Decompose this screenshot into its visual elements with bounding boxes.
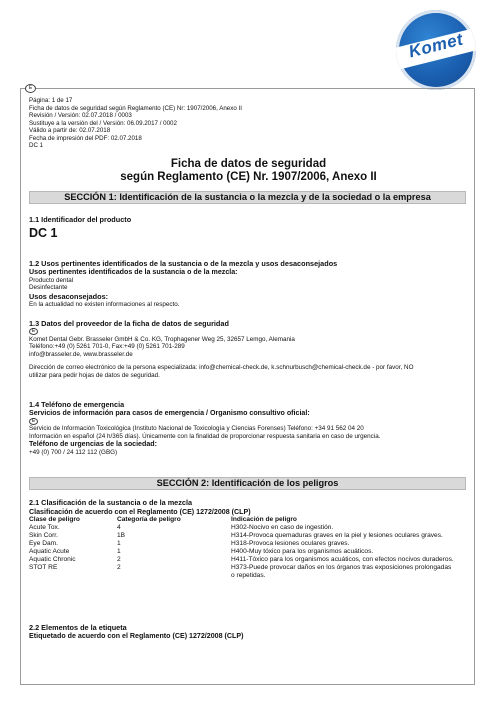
meta-line: Página: 1 de 17 bbox=[29, 97, 73, 104]
hazard-category: 2 bbox=[117, 556, 121, 563]
table-row bbox=[29, 524, 466, 532]
hazard-statement: H373-Puede provocar daños en los órganos tras exposiciones prolongadas o repetidas. bbox=[231, 564, 452, 579]
hazard-statement: H411-Tóxico para los organismos acuáticos, con efectos nocivos duraderos. bbox=[231, 556, 454, 563]
logo-text: Komet bbox=[406, 29, 466, 62]
s14-heading: 1.4 Teléfono de emergencia bbox=[29, 400, 125, 409]
s12-subheading-2: Usos desaconsejados: bbox=[29, 291, 109, 301]
section-1-heading bbox=[29, 191, 466, 204]
s22-heading: 2.2 Elementos de la etiqueta bbox=[29, 623, 127, 632]
hazard-category: 2 bbox=[117, 564, 121, 571]
hazard-table-header bbox=[29, 516, 466, 524]
hazard-class: Skin Corr. bbox=[29, 532, 58, 539]
use-item: Producto dental bbox=[29, 276, 74, 284]
table-row bbox=[29, 564, 466, 580]
section-2-heading bbox=[29, 477, 466, 490]
section-2-2 bbox=[29, 623, 466, 641]
emergency-line: Servicio de Información Toxicológica (Instituto Nacional de Toxicología y Ciencias Forenses) Teléfono: +34 91 562 04 20 bbox=[29, 425, 364, 433]
supplier-line: Komet Dental Gebr. Brasseler GmbH & Co. KG, Trophagener Weg 25, 32657 Lemgo, Alemania bbox=[29, 335, 295, 343]
document-page bbox=[20, 85, 475, 685]
section-2-1 bbox=[29, 499, 466, 516]
hazard-table bbox=[29, 516, 466, 580]
company-phone: +49 (0) 700 / 24 112 112 (GBG) bbox=[29, 448, 118, 456]
komet-logo bbox=[396, 10, 476, 90]
s11-heading: 1.1 Identificador del producto bbox=[29, 215, 132, 224]
title-line-2: según Reglamento (CE) Nr. 1907/2006, Anexo II bbox=[120, 171, 377, 183]
meta-line: Válido a partir de: 02.07.2018 bbox=[29, 127, 111, 134]
hazard-statement: H302-Nocivo en caso de ingestión. bbox=[231, 524, 334, 531]
not-advised-text: En la actualidad no existen informaciones al respecto. bbox=[29, 300, 180, 308]
hazard-statement: H318-Provoca lesiones oculares graves. bbox=[231, 540, 350, 547]
s12-heading: 1.2 Usos pertinentes identificados de la sustancia o de la mezcla y usos desaconsejados bbox=[29, 259, 338, 268]
hazard-class: Acute Tox. bbox=[29, 524, 60, 531]
col-header: Clase de peligro bbox=[29, 516, 80, 523]
emergency-line: Información en español (24 h/365 días). Únicamente con la finalidad de proporcionar respuesta sanitaria en caso de urgencia. bbox=[29, 432, 381, 440]
s14-subheading: Servicios de información para casos de emergencia / Organismo consultivo oficial: bbox=[29, 409, 310, 417]
hazard-statement: H314-Provoca quemaduras graves en la piel y lesiones oculares graves. bbox=[231, 532, 443, 539]
supplier-line: Teléfono:+49 (0) 5261 701-0, Fax:+49 (0) 5261 701-289 bbox=[29, 343, 185, 351]
col-header: Categoría de peligro bbox=[117, 516, 181, 523]
s21-heading: 2.1 Clasificación de la sustancia o de la mezcla bbox=[29, 498, 193, 507]
meta-line: Revisión / Versión: 02.07.2018 / 0003 bbox=[29, 112, 132, 119]
language-badge: E bbox=[29, 418, 38, 425]
s14-subheading-2: Teléfono de urgencias de la sociedad: bbox=[29, 440, 157, 449]
hazard-class: Aquatic Chronic bbox=[29, 556, 76, 563]
document-title bbox=[21, 158, 476, 184]
table-row bbox=[29, 548, 466, 556]
language-badge: E bbox=[29, 328, 38, 335]
hazard-category: 1 bbox=[117, 540, 121, 547]
hazard-category: 1 bbox=[117, 548, 121, 555]
table-row bbox=[29, 540, 466, 548]
hazard-class: Aquatic Acute bbox=[29, 548, 70, 555]
hazard-statement: H400-Muy tóxico para los organismos acuáticos. bbox=[231, 548, 374, 555]
email-note-line: utilizar para pedir hojas de datos de seguridad. bbox=[29, 371, 160, 379]
col-header: Indicación de peligro bbox=[231, 516, 297, 523]
language-badge: E bbox=[25, 84, 36, 93]
email-note-line: Dirección de correo electrónico de la persona especializada: info@chemical-check.de, k.schnurbusch@chemical-check.de - por favor, NO bbox=[29, 364, 414, 372]
hazard-category: 1B bbox=[117, 532, 126, 539]
s21-subheading: Clasificación de acuerdo con el Reglamento (CE) 1272/2008 (CLP) bbox=[29, 507, 251, 516]
s13-heading: 1.3 Datos del proveedor de la ficha de datos de seguridad bbox=[29, 319, 229, 328]
product-name: DC 1 bbox=[29, 226, 58, 240]
table-row bbox=[29, 532, 466, 540]
table-row bbox=[29, 556, 466, 564]
s12-subheading: Usos pertinentes identificados de la sustancia o de la mezcla: bbox=[29, 268, 238, 276]
section-1-4 bbox=[29, 400, 466, 456]
use-item: Desinfectante bbox=[29, 284, 68, 291]
s22-subheading: Etiquetado de acuerdo con el Reglamento (CE) 1272/2008 (CLP) bbox=[29, 632, 244, 640]
hazard-class: STOT RE bbox=[29, 564, 58, 571]
meta-line: Sustituye a la versión del / Versión: 06.09.2017 / 0002 bbox=[29, 119, 177, 127]
meta-line: Ficha de datos de seguridad según Reglamento (CE) Nr: 1907/2006, Anexo II bbox=[29, 104, 242, 112]
section-1-title: SECCIÓN 1: Identificación de la sustancia o la mezcla y de la sociedad o la empresa bbox=[64, 192, 431, 202]
section-2-title: SECCIÓN 2: Identificación de los peligros bbox=[156, 478, 339, 488]
hazard-category: 4 bbox=[117, 524, 121, 531]
meta-line: DC 1 bbox=[29, 142, 44, 149]
section-1-1 bbox=[29, 215, 466, 241]
meta-line: Fecha de impresión del PDF: 02.07.2018 bbox=[29, 134, 142, 142]
section-1-3 bbox=[29, 319, 466, 379]
document-meta bbox=[29, 97, 242, 150]
section-1-2 bbox=[29, 259, 466, 308]
hazard-class: Eye Dam. bbox=[29, 540, 58, 547]
supplier-line: info@brasseler.de, www.brasseler.de bbox=[29, 350, 133, 358]
title-line-1: Ficha de datos de seguridad bbox=[170, 158, 327, 170]
